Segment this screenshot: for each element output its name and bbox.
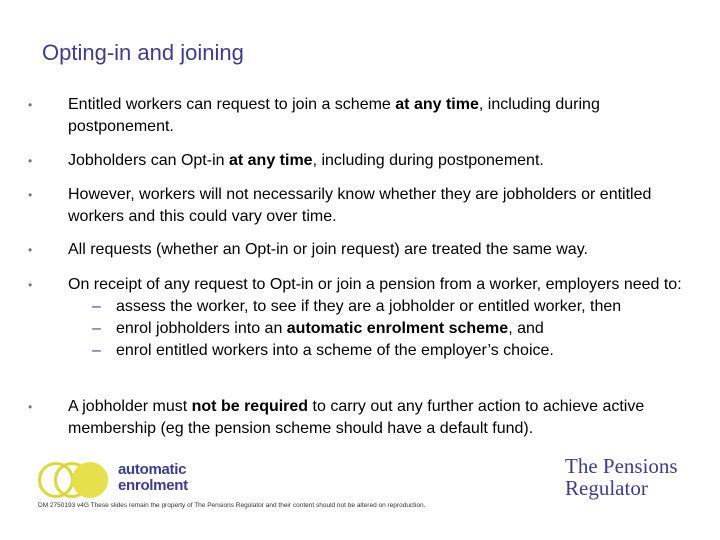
bullet-dot: • [28,98,33,112]
sub-bullet-text: , and [508,320,544,337]
sub-bullet-item [92,340,688,362]
sub-bullet-text: enrol entitled workers into a scheme of the employer’s choice. [116,342,554,359]
logo-text [118,462,188,494]
bullet-text-part: A jobholder must [68,398,192,415]
bullet-dot: • [28,400,33,414]
bullet-text-bold: at any time [395,96,479,113]
bullet-item [28,94,688,138]
bullet-text [68,274,688,362]
dash-glyph: – [92,320,101,337]
page-title: Opting-in and joining [42,40,244,65]
sub-bullet-bold: automatic enrolment scheme [286,320,509,337]
logo-line-1: The Pensions [565,454,678,478]
sub-bullet-text: assess the worker, to see if they are a jobholder or entitled worker, then [116,298,622,315]
bullet-text: All requests (whether an Opt-in or join request) are treated the same way. [68,241,588,258]
bullet-text-part: , including during postponement. [68,96,600,135]
bullet-dot: • [28,188,33,202]
bullet-item [28,274,688,362]
bullet-text [68,94,688,138]
logo-line-2: Regulator [565,476,648,500]
automatic-enrolment-logo [38,462,188,500]
bullet-text-bold: not be required [191,398,309,415]
logo-line-2: enrolment [118,477,188,494]
bullet-item [28,396,688,440]
bullet-item [28,184,688,228]
bullet-text: However, workers will not necessarily know whether they are jobholders or entitled workers and this could vary over time. [68,186,652,225]
bullet-text-bold: at any time [228,152,313,169]
bullet-dot: • [28,243,33,257]
bullet-dot: • [28,278,33,292]
sub-bullet-text: enrol jobholders into an [116,320,287,337]
bullet-item [28,239,688,261]
bullet-text [68,396,688,440]
logo-circle-filled-icon [72,462,108,498]
dash-glyph: – [92,342,101,359]
bullet-text-part: Entitled workers can request to join a scheme [68,96,396,113]
bullet-text-part: Jobholders can Opt-in [68,152,229,169]
bullet-text-part: , including during postponement. [312,152,544,169]
sub-bullet-item [92,296,688,318]
footer-disclaimer: DM 2750193 v4G These slides remain the property of The Pensions Regulator and their content should not be altered on reproduction. [38,502,426,509]
pensions-regulator-logo [565,455,678,499]
dash-glyph: – [92,298,101,315]
logo-line-1: automatic [118,461,187,478]
bullet-text [68,150,688,172]
bullet-item [28,150,688,172]
bullet-dot: • [28,154,33,168]
sub-bullet-item [92,318,688,340]
bullet-text-part: to carry out any further action to achieve active membership (eg the pension scheme should have a default fund). [68,398,645,437]
bullet-lead-text: On receipt of any request to Opt-in or join a pension from a worker, employers need to: [68,276,682,293]
